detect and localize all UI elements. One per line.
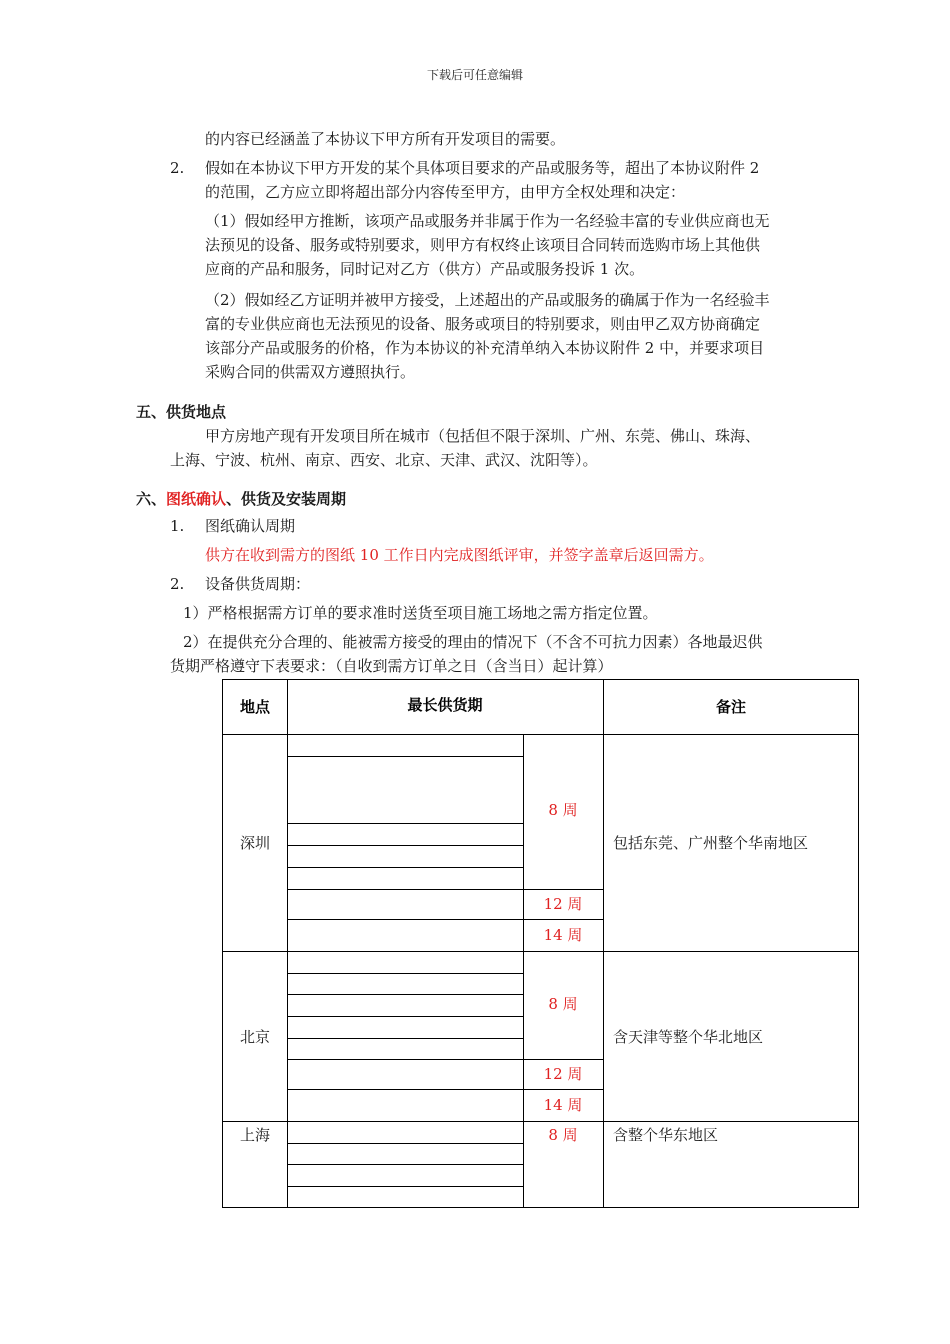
paragraph-line: 上海、宁波、杭州、南京、西安、北京、天津、武汉、沈阳等）。 (170, 451, 598, 469)
table-grid (222, 679, 859, 1208)
highlight-text: 供方在收到需方的图纸 10 工作日内完成图纸评审，并签字盖章后返回需方。 (205, 546, 714, 564)
city-cell: 北京 (239, 1028, 271, 1046)
list-item-label: 设备供货周期： (205, 575, 311, 593)
list-item-label: 图纸确认周期 (205, 517, 296, 535)
city-cell: 深圳 (239, 834, 271, 852)
city-cell: 上海 (239, 1126, 271, 1144)
paragraph-line: 的内容已经涵盖了本协议下甲方所有开发项目的需要。 (205, 130, 566, 148)
header-location: 地点 (239, 698, 271, 716)
period-cell: 8 周 (548, 995, 578, 1013)
section-heading: 五、供货地点 (136, 403, 227, 421)
paragraph-line: 2）在提供充分合理的、能被需方接受的理由的情况下（不含不可抗力因素）各地最迟供 (183, 633, 763, 651)
header-note: 备注 (715, 698, 747, 716)
paragraph-line: 的范围，乙方应立即将超出部分内容传至甲方，由甲方全权处理和决定： (205, 183, 686, 201)
heading-highlight: 图纸确认 (166, 490, 227, 508)
paragraph-line: 该部分产品或服务的价格，作为本协议的补充清单纳入本协议附件 2 中，并要求项目 (205, 339, 765, 357)
note-cell: 包括东莞、广州整个华南地区 (613, 834, 809, 852)
paragraph-line: （1）假如经甲方推断，该项产品或服务并非属于作为一名经验丰富的专业供应商也无 (205, 212, 770, 230)
paragraph-line: （2）假如经乙方证明并被甲方接受，上述超出的产品或服务的确属于作为一名经验丰 (205, 291, 770, 309)
paragraph-line: 货期严格遵守下表要求：（自收到需方订单之日（含当日）起计算） (170, 657, 613, 675)
note-cell: 含天津等整个华北地区 (613, 1028, 764, 1046)
heading-prefix: 六、 (136, 490, 167, 508)
header-max-period: 最长供货期 (407, 696, 483, 714)
paragraph-line: 1）严格根据需方订单的要求准时送货至项目施工场地之需方指定位置。 (183, 604, 658, 622)
list-number: 2. (170, 159, 185, 177)
period-cell: 14 周 (543, 926, 583, 944)
period-cell: 8 周 (548, 1126, 578, 1144)
table-border (223, 680, 859, 1208)
list-number: 2. (170, 575, 185, 593)
paragraph-line: 甲方房地产现有开发项目所在城市（包括但不限于深圳、广州、东莞、佛山、珠海、 (205, 427, 761, 445)
paragraph-line: 应商的产品和服务，同时记对乙方（供方）产品或服务投诉 1 次。 (205, 260, 645, 278)
period-cell: 14 周 (543, 1096, 583, 1114)
paragraph-line: 法预见的设备、服务或特别要求，则甲方有权终止该项目合同转而选购市场上其他供 (205, 236, 761, 254)
list-number: 1. (170, 517, 185, 535)
paragraph-line: 富的专业供应商也无法预见的设备、服务或项目的特别要求，则由甲乙双方协商确定 (205, 315, 761, 333)
note-cell: 含整个华东地区 (613, 1126, 719, 1144)
period-cell: 8 周 (548, 801, 578, 819)
paragraph-line: 采购合同的供需双方遵照执行。 (205, 363, 416, 381)
page-header: 下载后可任意编辑 (426, 68, 523, 82)
heading-suffix: 、供货及安装周期 (226, 490, 347, 508)
period-cell: 12 周 (543, 1065, 583, 1083)
period-cell: 12 周 (543, 895, 583, 913)
paragraph-line: 假如在本协议下甲方开发的某个具体项目要求的产品或服务等，超出了本协议附件 2 (205, 159, 760, 177)
